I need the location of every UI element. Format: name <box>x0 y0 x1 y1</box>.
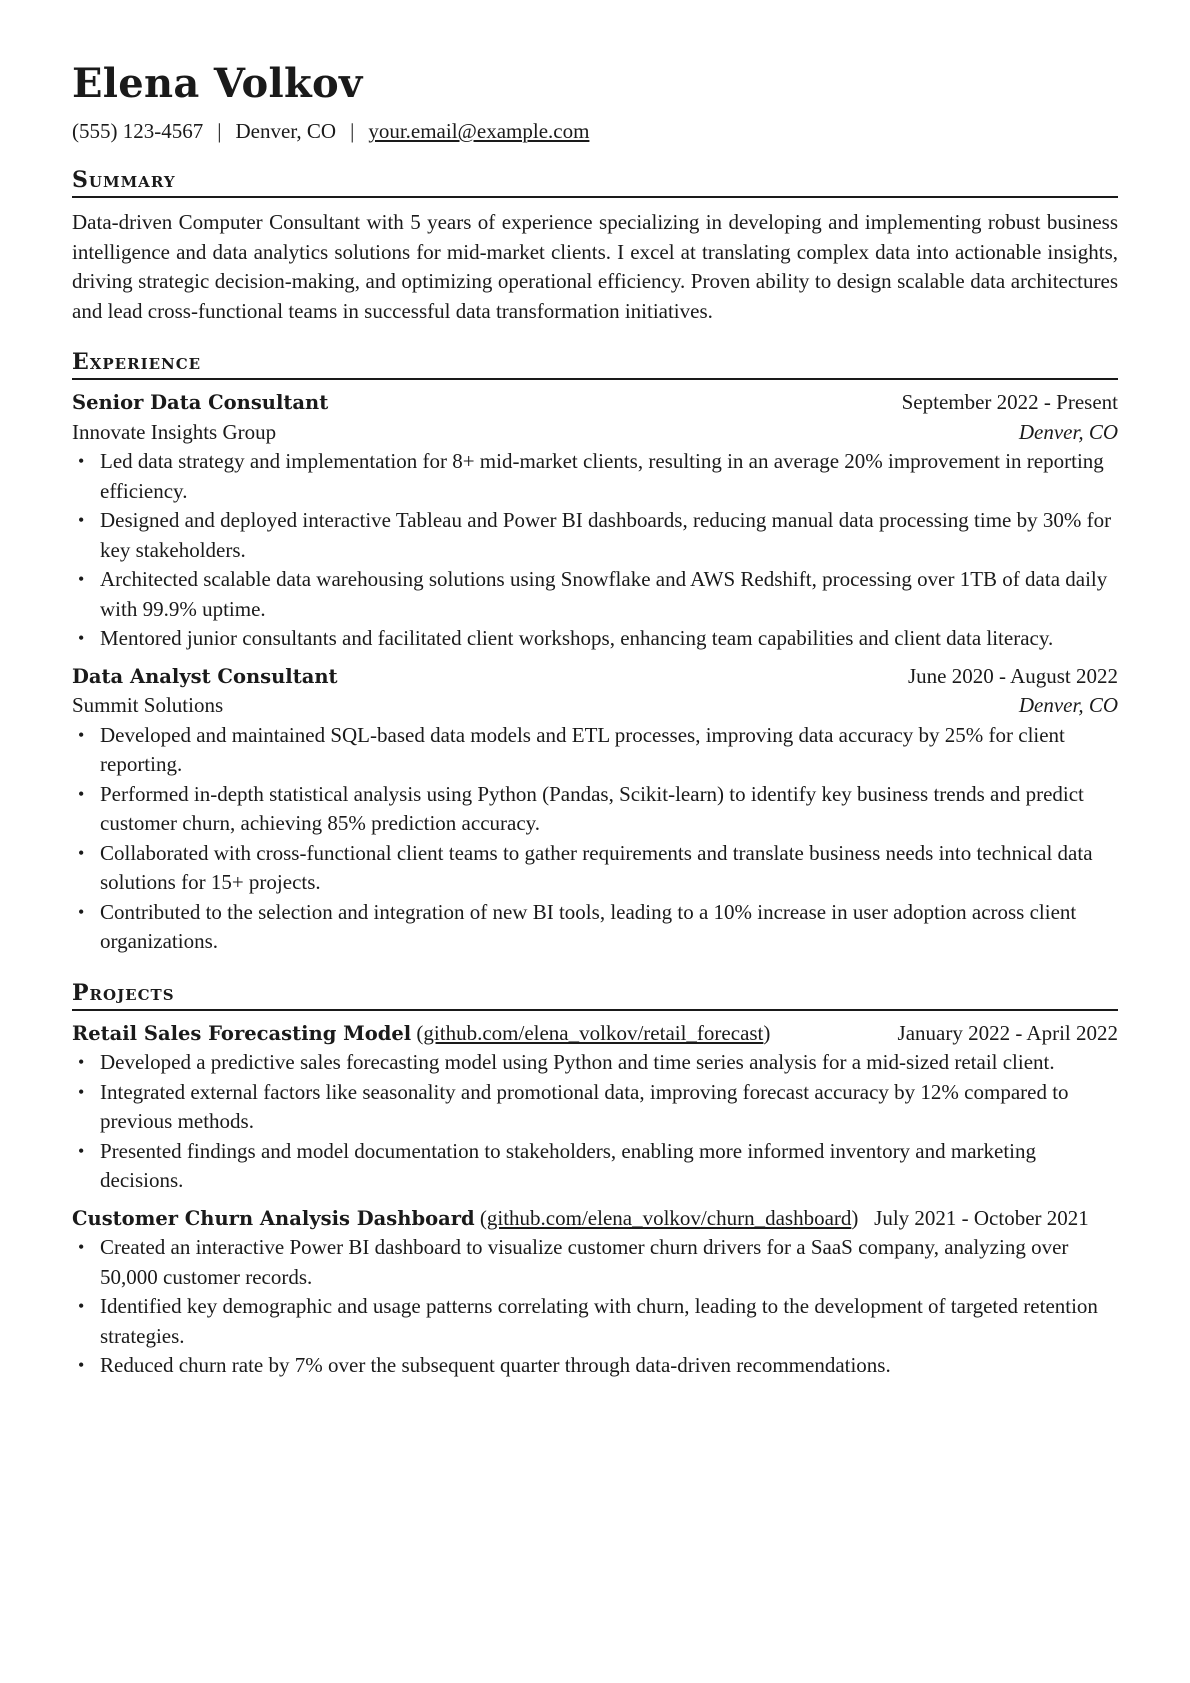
list-item: • Presented findings and model documentation to stakeholders, enabling more informed inventory and marketing decisions. <box>100 1137 1118 1196</box>
list-item: • Integrated external factors like seasonality and promotional data, improving forecast accuracy by 12% compared to previous methods. <box>100 1078 1118 1137</box>
company-name: Innovate Insights Group <box>72 419 277 444</box>
bullet-list <box>72 1048 1118 1196</box>
list-item: • Contributed to the selection and integration of new BI tools, leading to a 10% increase in user adoption across client organizations. <box>100 898 1118 957</box>
section-heading-projects: Projects <box>72 979 1118 1011</box>
contact-line <box>72 118 1118 144</box>
project-dates: January 2022 - April 2022 <box>897 1020 1118 1045</box>
project-entry: Retail Sales Forecasting Model (github.com/elena_volkov/retail_forecast) January 2022 - April 2022 • Developed a predictive sales forecasting model using Python and time series analysis for a mid-sized retail client. • Integrated external factors like seasonality and promotional data, improving forecast accuracy by 12% compared to previous methods. • Presented findings and model documentation to stakeholders, enabling more informed inventory and marketing decisions. <box>72 1019 1118 1196</box>
job-title: Data Analyst Consultant <box>72 664 338 688</box>
list-item: • Collaborated with cross-functional client teams to gather requirements and translate business needs into technical data solutions for 15+ projects. <box>100 839 1118 898</box>
list-item: • Mentored junior consultants and facilitated client workshops, enhancing team capabilities and client data literacy. <box>100 624 1118 654</box>
project-link[interactable]: github.com/elena_volkov/retail_forecast <box>423 1020 764 1045</box>
bullet-list <box>72 1233 1118 1381</box>
job-dates: September 2022 - Present <box>901 390 1118 414</box>
candidate-name: Elena Volkov <box>72 60 363 107</box>
bullet-list <box>72 721 1118 957</box>
project-title: Retail Sales Forecasting Model <box>72 1021 412 1045</box>
phone-number: (555) 123-4567 <box>72 119 204 143</box>
list-item: • Led data strategy and implementation for 8+ mid-market clients, resulting in an average 20% improvement in reporting efficiency. <box>100 447 1118 506</box>
section-heading-summary: Summary <box>72 166 1118 198</box>
project-entry: Customer Churn Analysis Dashboard (github.com/elena_volkov/churn_dashboard) July 2021 - October 2021 • Created an interactive Power BI dashboard to visualize customer churn drivers for a SaaS company, analyzing over 50,000 customer records. • Identified key demographic and usage patterns correlating with churn, leading to the development of targeted retention strategies. • Reduced churn rate by 7% over the subsequent quarter through data-driven recommendations. <box>72 1204 1118 1381</box>
bullet-list <box>72 447 1118 654</box>
job-location: Denver, CO <box>1018 693 1118 717</box>
list-item: • Reduced churn rate by 7% over the subsequent quarter through data-driven recommendations. <box>100 1351 1118 1381</box>
project-title: Customer Churn Analysis Dashboard <box>72 1206 475 1230</box>
project-dates: July 2021 - October 2021 <box>874 1205 1089 1230</box>
experience-entry <box>72 662 1118 957</box>
list-item: • Developed a predictive sales forecasting model using Python and time series analysis for a mid-sized retail client. <box>100 1048 1118 1078</box>
list-item: • Designed and deployed interactive Tableau and Power BI dashboards, reducing manual data processing time by 30% for key stakeholders. <box>100 506 1118 565</box>
section-heading-experience: Experience <box>72 348 1118 380</box>
list-item: • Developed and maintained SQL-based data models and ETL processes, improving data accuracy by 25% for client reporting. <box>100 721 1118 780</box>
list-item: • Created an interactive Power BI dashboard to visualize customer churn drivers for a SaaS company, analyzing over 50,000 customer records. <box>100 1233 1118 1292</box>
list-item: • Architected scalable data warehousing solutions using Snowflake and AWS Redshift, processing over 1TB of data daily with 99.9% uptime. <box>100 565 1118 624</box>
separator: | <box>217 119 222 143</box>
job-title: Senior Data Consultant <box>72 391 329 414</box>
experience-entry <box>72 388 1118 654</box>
job-dates: June 2020 - August 2022 <box>908 663 1118 688</box>
separator: | <box>350 119 355 143</box>
job-location: Denver, CO <box>1018 419 1118 444</box>
location: Denver, CO <box>235 119 337 143</box>
summary-text: Data-driven Computer Consultant with 5 years of experience specializing in developing and implementing robust business intelligence and data analytics solutions for mid-market clients. I excel at translating complex data into actionable insights, driving strategic decision-making, and optimizing operational efficiency. Proven ability to design scalable data architectures and lead cross-functional teams in successful data transformation initiatives. <box>72 210 1118 323</box>
company-name: Summit Solutions <box>72 693 224 717</box>
project-link[interactable]: github.com/elena_volkov/churn_dashboard <box>486 1205 852 1230</box>
list-item: • Performed in-depth statistical analysis using Python (Pandas, Scikit-learn) to identify key business trends and predict customer churn, achieving 85% prediction accuracy. <box>100 780 1118 839</box>
email-link[interactable]: your.email@example.com <box>368 119 590 143</box>
list-item: • Identified key demographic and usage patterns correlating with churn, leading to the development of targeted retention strategies. <box>100 1292 1118 1351</box>
